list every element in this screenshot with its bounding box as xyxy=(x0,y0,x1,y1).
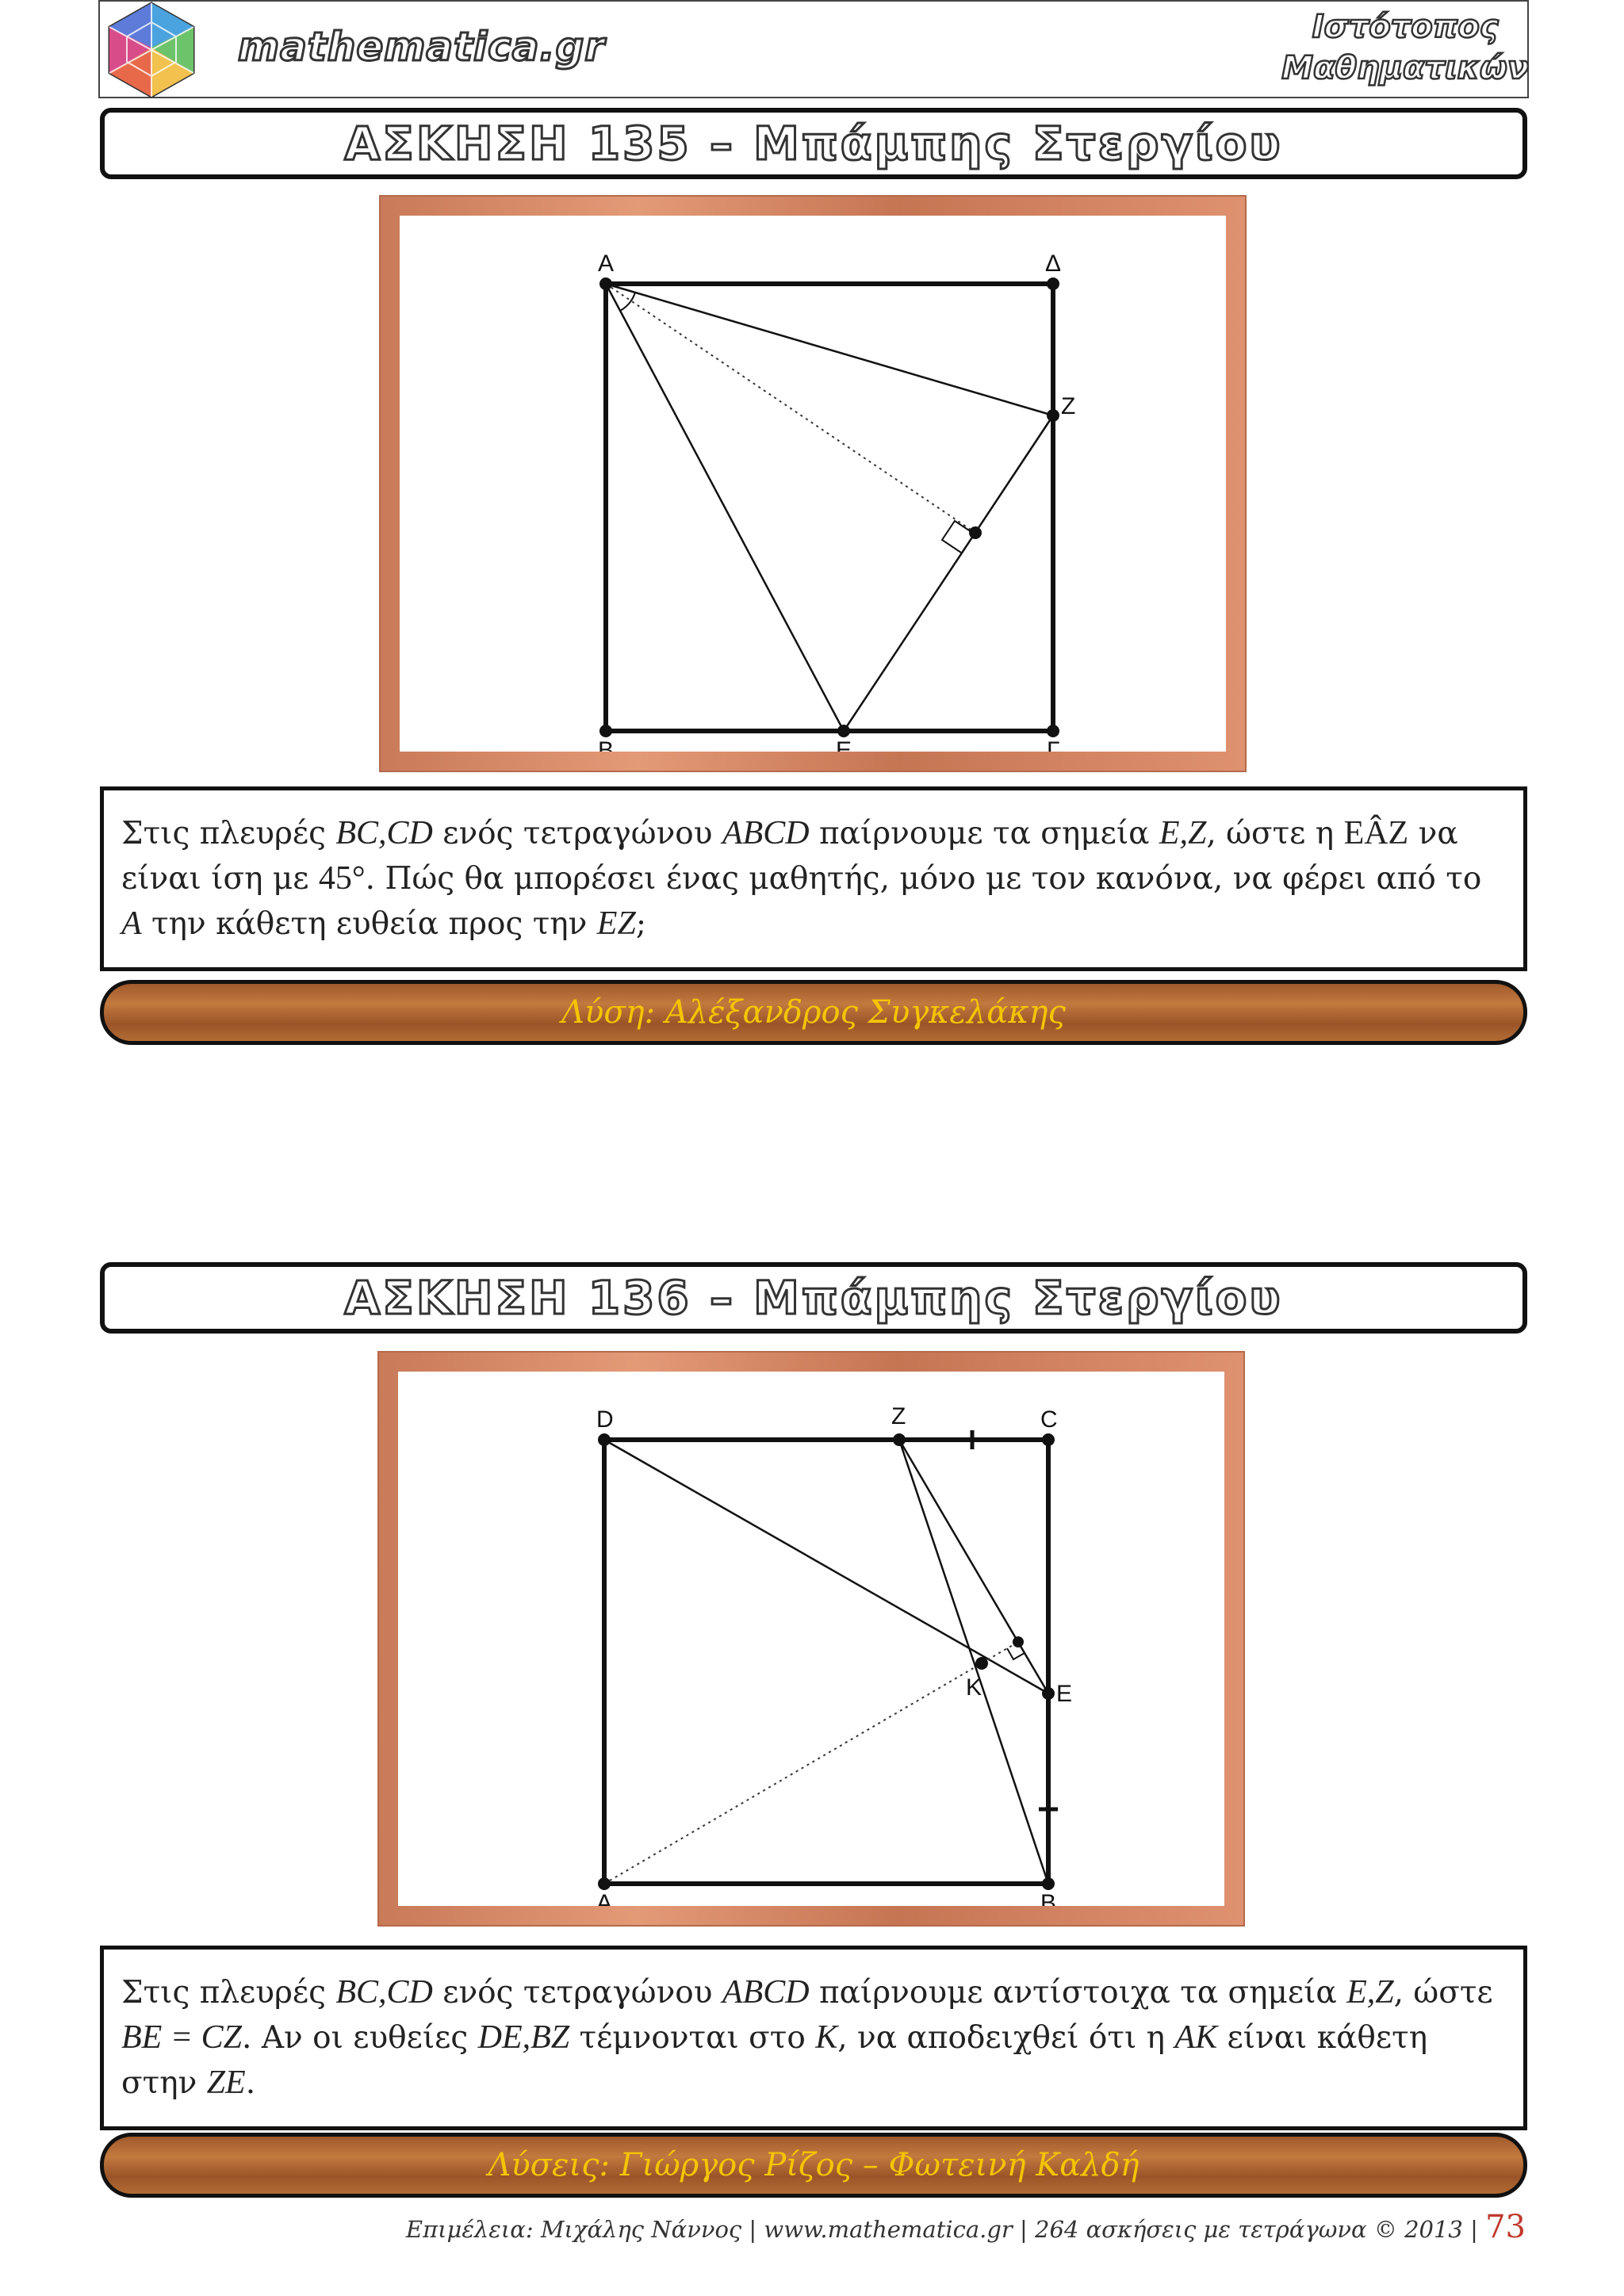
math-expression: EÂZ xyxy=(1343,815,1409,851)
problem-text: Στις πλευρές xyxy=(121,1975,336,2011)
label-d: D xyxy=(596,1406,614,1433)
math-expression: E,Z xyxy=(1346,1974,1394,2011)
point-e xyxy=(837,725,850,737)
line-ae xyxy=(606,284,844,731)
math-expression: BE = CZ xyxy=(121,2019,243,2056)
math-expression: ABCD xyxy=(722,815,810,851)
page-number: 73 xyxy=(1485,2209,1526,2245)
math-expression: DE,BZ xyxy=(477,2019,570,2056)
math-expression: ABCD xyxy=(722,1974,810,2011)
exercise-136-solution-bar[interactable] xyxy=(100,2133,1527,2198)
line-de xyxy=(604,1440,1048,1693)
label-b: B xyxy=(1040,1890,1057,1906)
point-a xyxy=(598,1877,611,1890)
exercise-135-solution-link[interactable]: Λύση: Αλέξανδρος Συγκελάκης xyxy=(561,994,1066,1031)
math-expression: EZ xyxy=(596,905,636,942)
line-az xyxy=(606,284,1053,415)
label-a: Α xyxy=(598,251,615,277)
problem-text: παίρνουμε τα σημεία xyxy=(809,816,1159,851)
problem-text: , ώστε xyxy=(1393,1975,1493,2011)
point-c xyxy=(1042,1433,1055,1446)
problem-text: να είναι ίση με xyxy=(121,816,1458,897)
math-expression: BC,CD xyxy=(335,815,433,851)
problem-text: . Πώς θα μπορέσει ένας μαθητής, μόνο με τον κανόνα, να φέρει από το xyxy=(365,861,1482,897)
page-footer xyxy=(406,2209,1526,2245)
math-expression: A xyxy=(121,905,142,942)
problem-text: Στις πλευρές xyxy=(121,816,336,851)
line-ze xyxy=(899,1440,1048,1693)
exercise-135-title-bar xyxy=(100,108,1527,179)
label-d: Δ xyxy=(1045,251,1062,277)
point-d xyxy=(1047,277,1059,290)
problem-text: παίρνουμε αντίστοιχα τα σημεία xyxy=(809,1975,1347,2011)
exercise-135-problem xyxy=(100,786,1527,971)
exercise-135-figure xyxy=(400,216,1226,752)
line-ez xyxy=(844,415,1053,731)
problem-text: . xyxy=(245,2065,256,2101)
square-abcd xyxy=(606,284,1053,731)
problem-text: είναι κάθετη στην xyxy=(121,2020,1428,2101)
point-g xyxy=(1047,725,1059,737)
right-angle-mark xyxy=(942,521,974,553)
tagline-line-2: Μαθηματικών xyxy=(1281,50,1529,86)
label-z: Ζ xyxy=(1061,393,1076,419)
math-expression: AK xyxy=(1174,2019,1218,2056)
math-expression: K xyxy=(815,2019,838,2056)
point-a xyxy=(599,277,612,290)
exercise-136-solution-link[interactable]: Λύσεις: Γιώργος Ρίζος – Φωτεινή Καλδή xyxy=(488,2147,1139,2183)
label-e: E xyxy=(1056,1681,1073,1707)
footer-text: Επιμέλεια: Μιχάλης Νάννος | www.mathematica.gr | 264 ασκήσεις με τετράγωνα © 2013 | xyxy=(405,2216,1478,2243)
problem-text: την κάθετη ευθεία προς την xyxy=(141,906,597,942)
label-z: Z xyxy=(891,1403,906,1429)
point-k xyxy=(975,1657,988,1670)
point-foot xyxy=(1013,1636,1024,1647)
exercise-135-solution-bar[interactable] xyxy=(100,980,1527,1045)
exercise-135-title: ΑΣΚΗΣΗ 135 – Μπάμπης Στεργίου xyxy=(344,117,1283,170)
problem-text: . Αν οι ευθείες xyxy=(242,2020,478,2056)
line-bz xyxy=(899,1440,1048,1884)
label-g: Γ xyxy=(1047,737,1060,752)
line-ak-dotted xyxy=(604,1642,1018,1884)
point-foot xyxy=(969,526,982,539)
label-e: Ε xyxy=(836,737,852,752)
math-expression: 45° xyxy=(318,860,366,897)
perpendicular-dotted xyxy=(606,284,975,533)
problem-text: , να αποδειχθεί ότι η xyxy=(837,2020,1175,2056)
problem-text: ; xyxy=(635,906,646,942)
logo-icon xyxy=(100,0,203,101)
exercise-136-title: ΑΣΚΗΣΗ 136 – Μπάμπης Στεργίου xyxy=(344,1271,1283,1325)
problem-text: ενός τετραγώνου xyxy=(432,816,722,851)
label-k: K xyxy=(966,1674,982,1701)
point-d xyxy=(598,1433,611,1446)
label-c: C xyxy=(1040,1406,1058,1433)
label-a: A xyxy=(596,1890,613,1906)
point-b xyxy=(599,725,612,737)
point-b xyxy=(1042,1877,1055,1890)
point-z xyxy=(893,1433,906,1446)
exercise-136-title-bar xyxy=(100,1262,1527,1334)
math-expression: E,Z xyxy=(1159,815,1207,851)
math-expression: BC,CD xyxy=(335,1974,433,2011)
site-tagline xyxy=(1281,6,1529,89)
exercise-136-problem xyxy=(100,1946,1527,2130)
exercise-135-figure-frame xyxy=(379,195,1247,772)
problem-text: τέμνονται στο xyxy=(569,2020,816,2056)
label-b: Β xyxy=(598,737,615,752)
point-z xyxy=(1047,409,1059,422)
math-expression: ZE xyxy=(206,2064,246,2101)
site-name[interactable]: mathematica.gr xyxy=(238,24,605,70)
problem-text: , ώστε η xyxy=(1206,816,1344,851)
tagline-line-1: Ιστότοπος xyxy=(1312,9,1499,45)
exercise-136-figure xyxy=(398,1372,1224,1906)
problem-text: ενός τετραγώνου xyxy=(432,1975,722,2011)
exercise-136-figure-frame xyxy=(377,1351,1245,1927)
point-e xyxy=(1042,1687,1055,1700)
